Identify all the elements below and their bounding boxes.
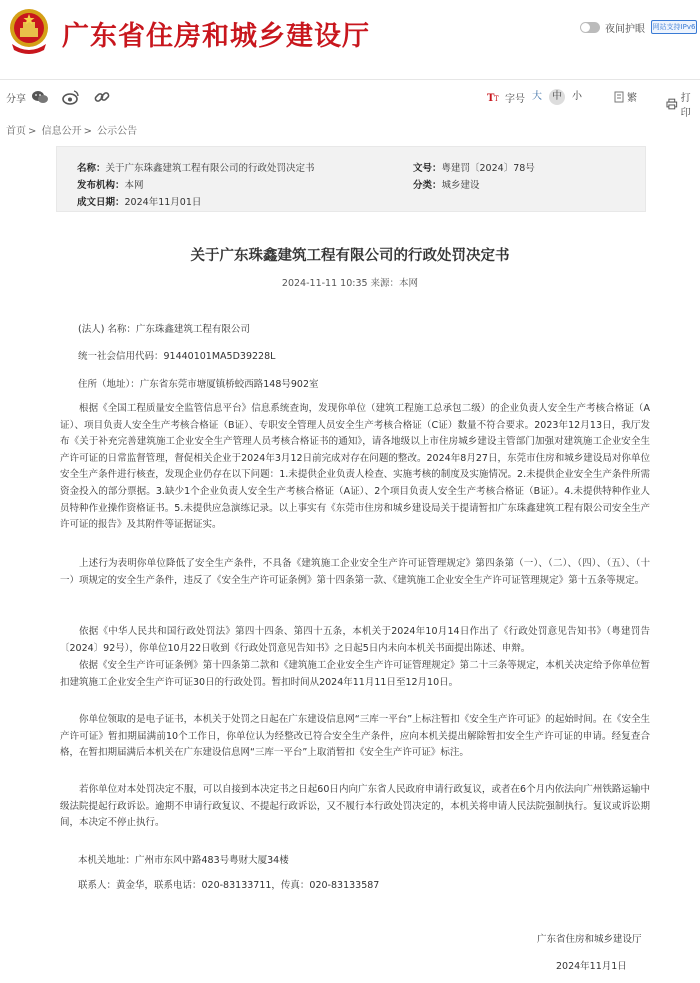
site-title[interactable]: 广东省住房和城乡建设厅: [62, 21, 370, 52]
print-icon: [666, 98, 678, 110]
svg-text:T: T: [487, 93, 495, 103]
credit-code: 统一社会信用代码：91440101MA5D39228L: [78, 351, 276, 362]
paragraph-violation: 上述行为表明你单位降低了安全生产条件，不具备《建筑施工企业安全生产许可证管理规定》第四条第（一）、（二）、（四）、（五）、（十一）项规定的安全生产条件，违反了《安全生产许可证条例》第十四条第一款、《建筑施工企业安全生产许可证管理规定》第十五条等规定。: [60, 558, 650, 586]
breadcrumb-home[interactable]: 首页: [6, 126, 26, 137]
info-category-value: 城乡建设: [441, 180, 480, 191]
info-org-row: [77, 177, 144, 191]
info-name-label: 名称：: [77, 163, 106, 174]
print-label: 打印: [680, 93, 691, 119]
paragraph-execution: 你单位领取的是电子证书，本机关于处罚之日起在广东建设信息网“三库一平台”上标注暂扣《安全生产许可证》的起始时间。在《安全生产许可证》暂扣期届满前10个工作日，你单位认为经整改已符合安全生产条件，应向本机关提出解除暂扣安全生产许可证的申请。经复查合格，在暂扣期届满后本机关在广东建设信息网“三库一平台”上取消暂扣《安全生产许可证》标注。: [60, 714, 650, 759]
paragraph-facts: 根据《全国工程质量安全监管信息平台》信息系统查询，发现你单位（建筑工程施工总承包二级）的企业负责人安全生产考核合格证（A证）、项目负责人安全生产考核合格证（B证）、专职安全管理人员安全生产考核合格证（C证）数量不符合要求。2023年12月13日，我厅发布《关于补充完善建筑施工企业安全生产管理人员考核合格证书的通知》，请各地级以上市住房城乡建设主管部门加强对建筑施工企业安全生产许可证的日常监督管理，督促相关企业于2024年3月12日前完成对存在问题的整改。2024年8月27日，东莞市住房和城乡建设局对你单位安全生产条件进行核查，发现企业仍存在以下问题：1.未提供企业负责人检查、实施考核的制度及实施情况。2.未提供企业安全生产条件所需资金投入的部分票据。3.缺少1个企业负责人安全生产考核合格证（A证）、2个项目负责人安全生产考核合格证（B证）。4.未提供特种作业人员特种作业操作资格证书。5.未提供应急演练记录。以上事实有《东莞市住房和城乡建设局关于提请暂扣广东珠鑫建筑工程有限公司安全生产许可证的报告》及其附件等证据证实。: [60, 403, 650, 531]
traditional-chinese-button[interactable]: [614, 89, 637, 104]
info-date-row: [77, 194, 201, 208]
breadcrumb-separator: >: [83, 126, 92, 137]
info-org-value: 本网: [124, 180, 144, 191]
breadcrumb-separator: >: [28, 126, 37, 137]
print-button[interactable]: [666, 89, 700, 119]
breadcrumb-info-public[interactable]: 信息公开: [41, 126, 82, 137]
national-emblem-icon: [6, 6, 52, 56]
traditional-icon: [614, 91, 624, 103]
breadcrumb-notices[interactable]: 公示公告: [97, 126, 138, 137]
info-category-row: [413, 177, 480, 191]
info-docno-label: 文号：: [413, 163, 442, 174]
info-name-value: 关于广东珠鑫建筑工程有限公司的行政处罚决定书: [105, 163, 315, 174]
info-docno-value: 粤建罚〔2024〕78号: [441, 163, 535, 174]
info-docno-row: [413, 160, 535, 174]
document-info-box: [56, 146, 646, 212]
svg-text:T: T: [494, 95, 499, 103]
font-size-control: [487, 89, 585, 105]
font-size-large-button[interactable]: 大: [532, 91, 542, 102]
paragraph-procedure: 依据《中华人民共和国行政处罚法》第四十四条、第四十五条，本机关于2024年10月14日作出了《行政处罚意见告知书》（粤建罚告〔2024〕92号），你单位10月22日收到《行政处罚意见告知书》之日起5日内未向本机关书面提出陈述、申辩。: [60, 626, 650, 654]
contact-info: 联系人：黄金华，联系电话：020-83133711，传真：020-83133587: [78, 880, 380, 891]
toggle-switch[interactable]: [580, 22, 600, 33]
font-size-icon: [487, 91, 501, 103]
paragraph-decision: 依据《安全生产许可证条例》第十四条第二款和《建筑施工企业安全生产许可证管理规定》第二十三条等规定，本机关决定给予你单位暂扣建筑施工企业安全生产许可证30日的行政处罚。暂扣时间从2024年11月11日至12月10日。: [60, 660, 650, 688]
paragraph-remedy: 若你单位对本处罚决定不服，可以自接到本决定书之日起60日内向广东省人民政府申请行政复议，或者在6个月内依法向广州铁路运输中级法院提起行政诉讼。逾期不申请行政复议、不提起行政诉讼，又不履行本行政处罚决定的，本机关将申请人民法院强制执行。复议或诉讼期间，本决定不停止执行。: [60, 784, 650, 829]
toolbar: [0, 86, 700, 119]
ipv6-badge: 网站支持IPv6: [651, 20, 697, 34]
info-org-label: 发布机构：: [77, 180, 125, 191]
signature-org: 广东省住房和城乡建设厅: [537, 934, 642, 945]
info-date-label: 成文日期：: [77, 197, 125, 208]
info-date-value: 2024年11月01日: [124, 197, 202, 208]
article-title: 关于广东珠鑫建筑工程有限公司的行政处罚决定书: [190, 248, 510, 264]
traditional-label: 繁: [627, 93, 637, 104]
night-mode-toggle[interactable]: [580, 20, 645, 35]
share-label: 分享: [6, 94, 26, 105]
font-size-small-button[interactable]: 小: [572, 91, 582, 102]
party-name: (法人) 名称：广东珠鑫建筑工程有限公司: [78, 324, 250, 335]
font-size-label: 字号: [505, 93, 525, 105]
office-address: 本机关地址：广州市东风中路483号粤财大厦34楼: [78, 855, 289, 866]
article-meta: 2024-11-11 10:35 来源：本网: [281, 278, 419, 289]
weibo-icon[interactable]: [62, 88, 80, 106]
party-address: 住所（地址）：广东省东莞市塘厦镇桥蛟西路148号902室: [78, 379, 319, 390]
wechat-icon[interactable]: [31, 88, 49, 106]
night-mode-label: 夜间护眼: [605, 24, 645, 35]
site-header: [0, 0, 700, 80]
breadcrumb: [6, 122, 139, 137]
link-icon[interactable]: [93, 88, 111, 106]
font-size-medium-button[interactable]: 中: [549, 89, 565, 105]
info-name-row: [77, 160, 315, 174]
signature-date: 2024年11月1日: [556, 961, 627, 972]
info-category-label: 分类：: [413, 180, 442, 191]
